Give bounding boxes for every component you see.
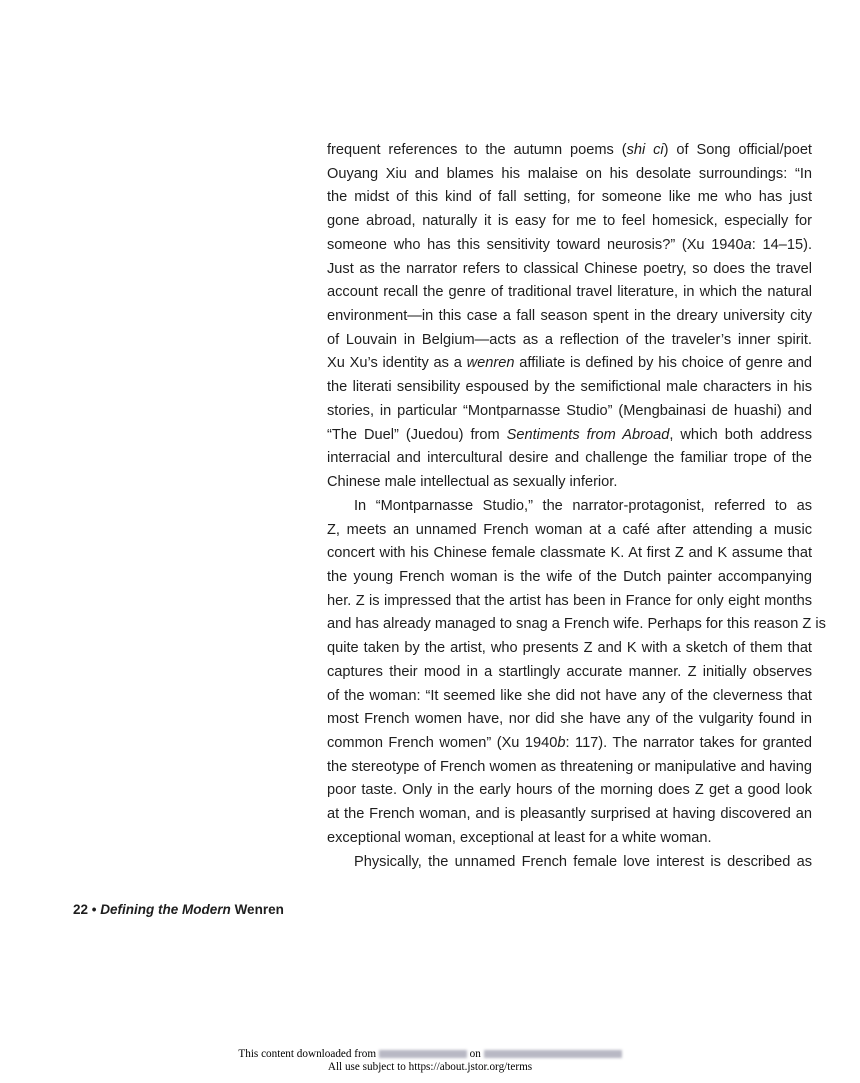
italic-text: a: [743, 236, 752, 253]
running-footer: [73, 902, 284, 917]
text-run: frequent references to the autumn poems (: [327, 142, 627, 158]
book-title-roman: Wenren: [234, 902, 284, 917]
text-run: Ouyang Xiu and blames his malaise on his desolate surroundings: “In: [327, 165, 812, 182]
text-run: account recall the genre of traditional travel literature, in which the natural: [327, 284, 812, 301]
text-run: Physically, the unnamed French female love interest is described as: [354, 853, 812, 870]
text-run: the midst of this kind of fall setting, for someone like me who has just: [327, 189, 812, 206]
text-run: the literati sensibility espoused by the semifictional male characters in his: [327, 379, 812, 396]
text-run: : 14–15).: [751, 236, 813, 253]
text-line: [327, 661, 812, 685]
page-number: 22: [73, 902, 89, 917]
text-run: ) of Song official/poet: [663, 142, 812, 158]
text-line: [327, 732, 812, 756]
redacted-ip: [379, 1050, 467, 1058]
text-line: [327, 376, 812, 400]
text-line: [327, 234, 812, 258]
redacted-timestamp: [484, 1050, 622, 1058]
text-run: “The Duel” (Juedou) from: [327, 426, 507, 443]
text-line: [327, 495, 812, 519]
text-line: [327, 542, 812, 566]
text-run: poor taste. Only in the early hours of the morning does Z get a good look: [327, 782, 812, 799]
text-line: [327, 329, 812, 353]
text-run: interracial and intercultural desire and challenge the familiar trope of the: [327, 450, 812, 467]
text-run: : 117). The narrator takes for granted: [565, 734, 812, 751]
download-prefix: This content downloaded from: [238, 1048, 377, 1060]
text-run: environment—in this case a fall season spent in the dreary university city: [327, 308, 812, 325]
text-line: [327, 210, 812, 234]
text-run: and has already managed to snag a French wife. Perhaps for this reason Z is: [327, 616, 826, 633]
italic-text: b: [557, 734, 566, 751]
text-run: , which both address: [669, 426, 813, 443]
text-line: [327, 400, 812, 424]
text-run: the stereotype of French women as threatening or manipulative and having: [327, 758, 812, 775]
italic-text: shi ci: [626, 142, 664, 158]
text-run: Chinese male intellectual as sexually inferior.: [327, 474, 618, 491]
text-line: [327, 779, 812, 803]
text-line: [327, 827, 812, 851]
text-run: Just as the narrator refers to classical Chinese poetry, so does the travel: [327, 260, 812, 277]
text-run: Xu Xu’s identity as a: [327, 355, 467, 372]
text-run: someone who has this sensitivity toward neurosis?” (Xu 1940: [327, 236, 744, 253]
text-line: [327, 637, 812, 661]
text-line: [327, 352, 812, 376]
book-title-italic: Defining the Modern: [100, 902, 231, 917]
text-run: exceptional woman, exceptional at least for a white woman.: [327, 829, 712, 846]
text-line: [327, 258, 812, 282]
text-line: [327, 708, 812, 732]
text-line: [327, 471, 812, 495]
italic-text: Sentiments from Abroad: [506, 426, 670, 443]
text-run: In “Montparnasse Studio,” the narrator-protagonist, referred to as: [354, 497, 812, 514]
body-text: [327, 139, 826, 874]
text-line: [327, 685, 812, 709]
text-line: [327, 281, 812, 305]
text-line: [327, 186, 812, 210]
bullet: •: [91, 902, 97, 917]
text-run: of Louvain in Belgium—acts as a reflection of the traveler’s inner spirit.: [327, 331, 812, 348]
jstor-download-notice: [0, 1048, 860, 1074]
text-line: [327, 613, 826, 637]
text-line: [327, 424, 812, 448]
text-run: quite taken by the artist, who presents Z and K with a sketch of them that: [327, 640, 812, 657]
text-run: common French women” (Xu 1940: [327, 734, 558, 751]
text-run: affiliate is defined by his choice of genre and: [514, 355, 812, 372]
text-line: [327, 305, 812, 329]
text-line: [327, 139, 812, 163]
text-line: [327, 803, 812, 827]
text-line: [327, 447, 812, 471]
text-line: [327, 851, 812, 875]
text-run: concert with his Chinese female classmate K. At first Z and K assume that: [327, 545, 812, 562]
text-run: at the French woman, and is pleasantly surprised at having discovered an: [327, 806, 812, 823]
text-run: Z, meets an unnamed French woman at a café after attending a music: [327, 521, 812, 538]
text-run: gone abroad, naturally it is easy for me to feel homesick, especially for: [327, 213, 812, 230]
text-run: captures their mood in a startlingly accurate manner. Z initially observes: [327, 663, 812, 680]
download-on: on: [469, 1048, 481, 1060]
text-run: stories, in particular “Montparnasse Studio” (Mengbainasi de huashi) and: [327, 402, 812, 419]
text-line: [327, 163, 812, 187]
text-run: of the woman: “It seemed like she did not have any of the cleverness that: [327, 687, 812, 704]
text-line: [327, 519, 812, 543]
text-run: her. Z is impressed that the artist has been in France for only eight months: [327, 592, 812, 609]
text-line: [327, 756, 812, 780]
text-line: [327, 566, 812, 590]
text-line: [327, 590, 812, 614]
text-run: most French women have, nor did she have any of the vulgarity found in: [327, 711, 812, 728]
terms-line: All use subject to https://about.jstor.org/terms: [327, 1061, 533, 1073]
text-run: the young French woman is the wife of the Dutch painter accompanying: [327, 568, 812, 585]
italic-text: wenren: [466, 355, 515, 372]
